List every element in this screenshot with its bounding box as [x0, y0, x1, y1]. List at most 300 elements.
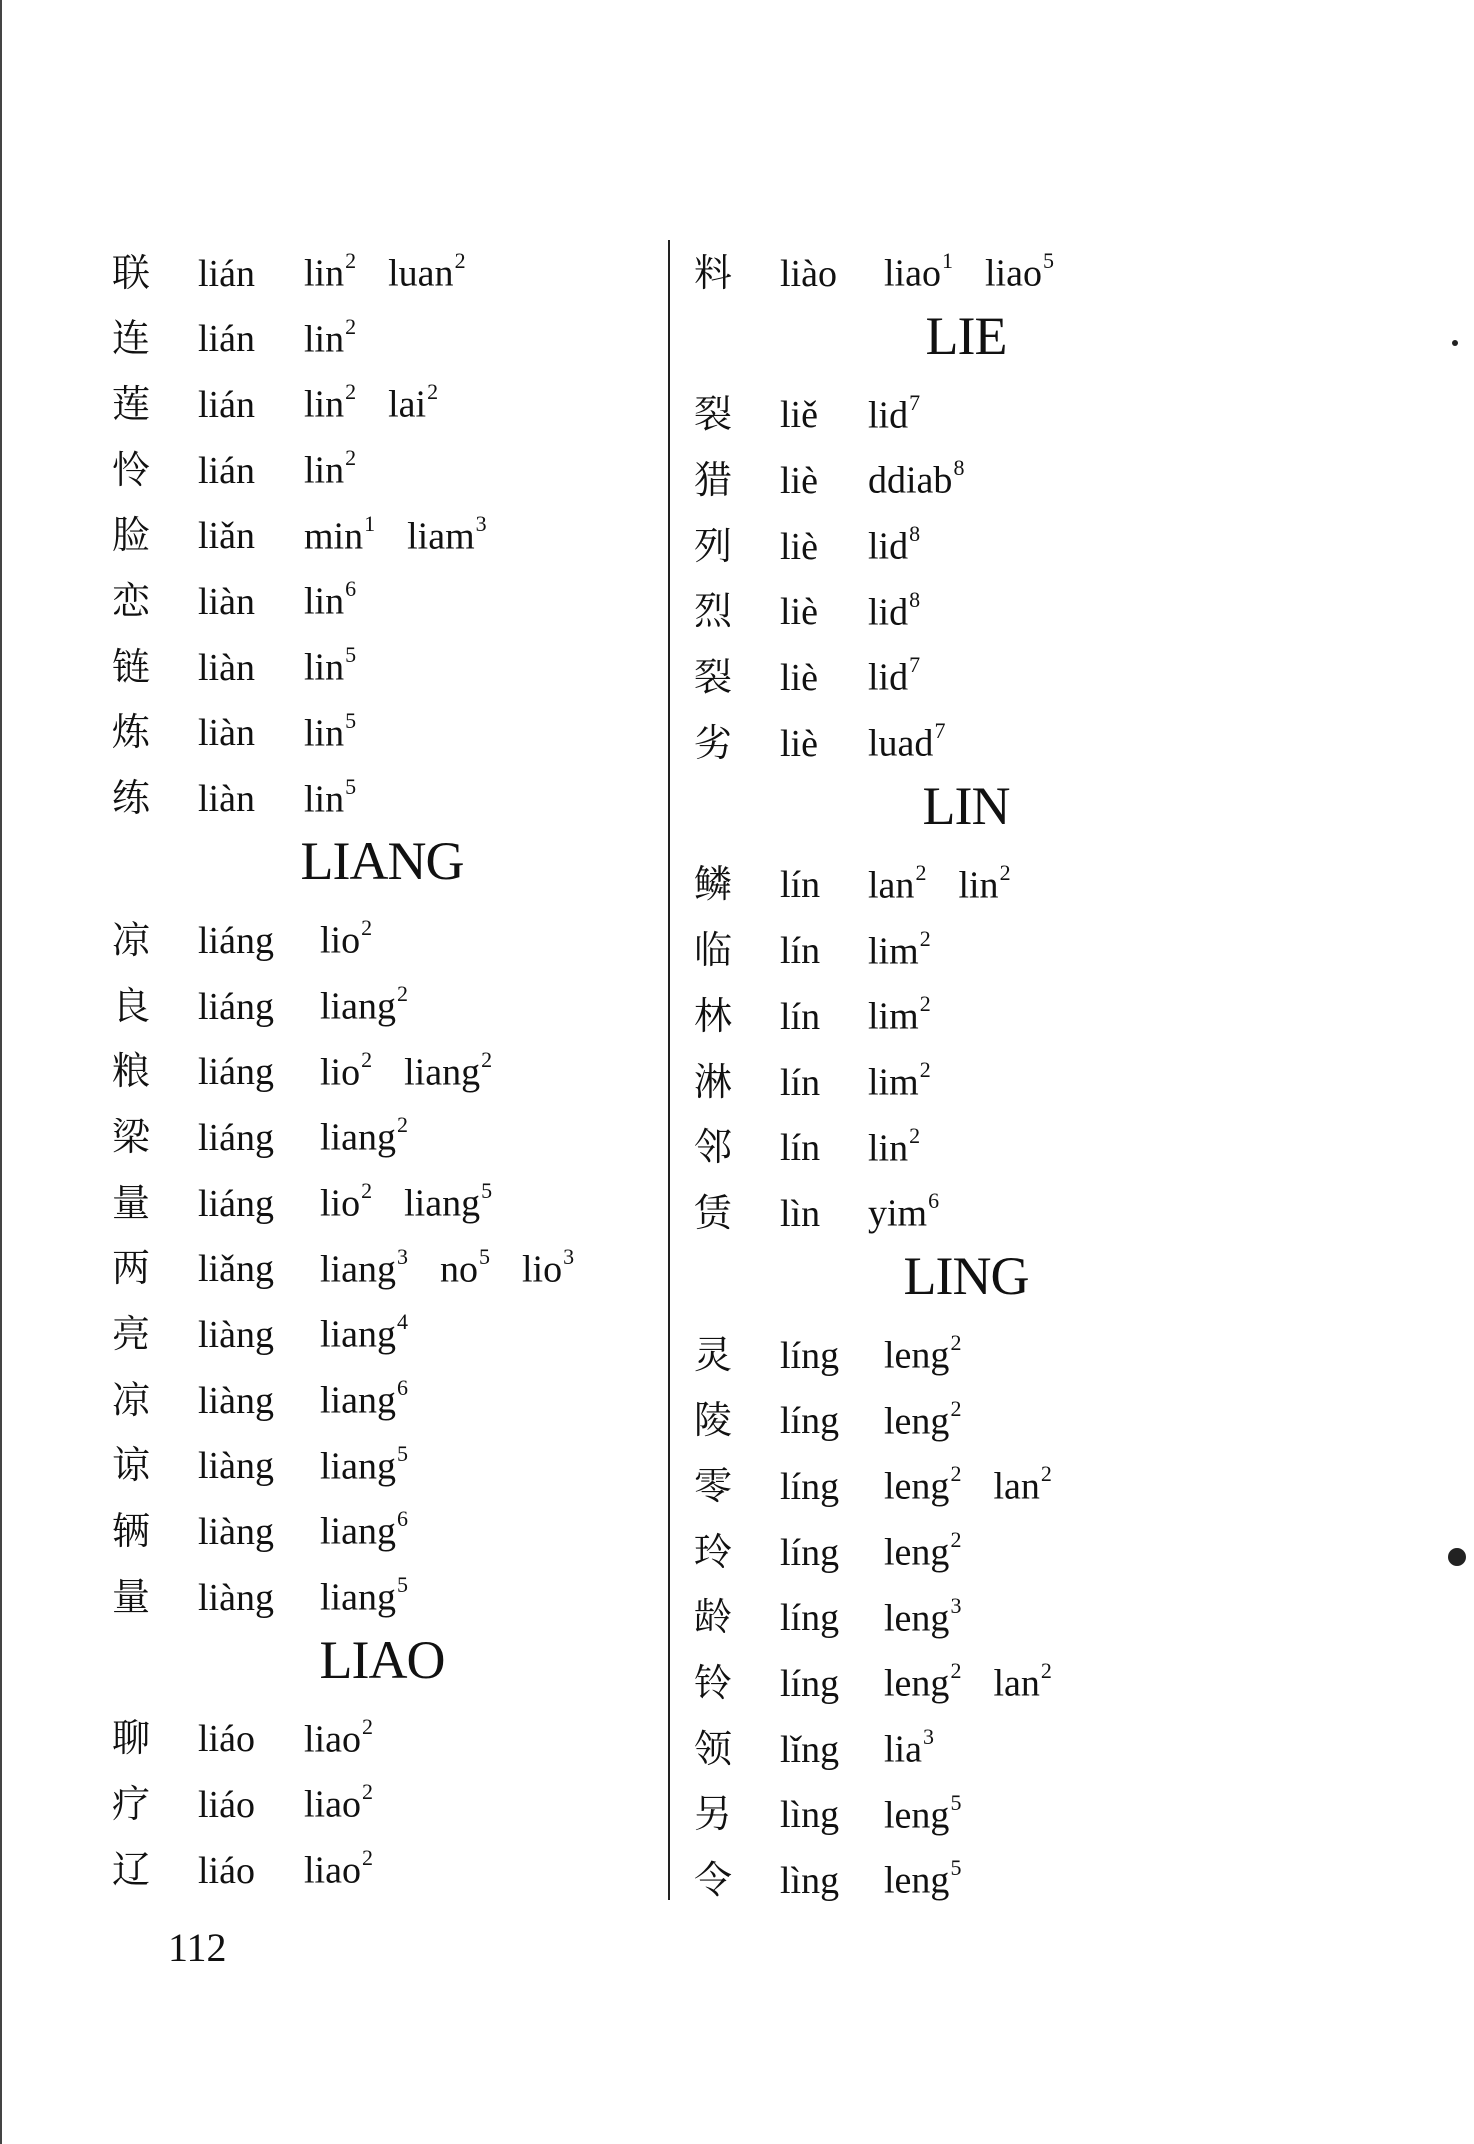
- entry-character: 另: [694, 1792, 733, 1837]
- reading-base: leng: [884, 1860, 950, 1903]
- entry-pinyin: liè: [780, 591, 818, 634]
- dictionary-entry: [694, 1314, 1194, 1380]
- entry-pinyin: liáo: [198, 1849, 255, 1892]
- reading-base: lid: [868, 394, 909, 437]
- dictionary-entry: [112, 1829, 672, 1895]
- scan-speck: [1448, 1548, 1466, 1566]
- dialect-reading: [320, 1359, 408, 1434]
- dialect-reading: [404, 1162, 492, 1237]
- reading-base: lan: [868, 864, 915, 907]
- entry-pinyin: lín: [780, 995, 821, 1038]
- reading-base: lin: [304, 778, 345, 821]
- entry-pinyin: liáo: [198, 1784, 255, 1827]
- reading-tone: 2: [345, 248, 357, 273]
- dictionary-entry: [694, 1041, 1194, 1107]
- entry-pinyin: liàng: [198, 1379, 274, 1422]
- reading-base: lin: [958, 864, 999, 907]
- dictionary-entry: [694, 910, 1194, 976]
- reading-base: leng: [884, 1465, 950, 1508]
- entry-pinyin: lián: [198, 318, 255, 361]
- reading-base: liang: [320, 1116, 396, 1159]
- entry-pinyin: líng: [780, 1597, 840, 1640]
- dialect-reading: [868, 1041, 931, 1116]
- dialect-reading: [304, 232, 356, 307]
- entry-pinyin: lián: [198, 384, 255, 427]
- reading-tone: 2: [950, 1461, 962, 1487]
- entry-pinyin: lìn: [780, 1192, 821, 1235]
- reading-tone: 8: [953, 455, 965, 481]
- reading-base: lia: [884, 1728, 922, 1771]
- entry-readings: [884, 1708, 934, 1783]
- dictionary-entry: [694, 702, 1194, 768]
- entry-character: 谅: [112, 1443, 151, 1488]
- entry-character: 林: [694, 993, 733, 1038]
- reading-tone: 2: [919, 1056, 931, 1082]
- reading-tone: 5: [345, 773, 357, 799]
- reading-tone: 7: [909, 389, 921, 415]
- reading-tone: 1: [364, 510, 376, 536]
- reading-tone: 2: [361, 1779, 373, 1805]
- entry-character: 良: [112, 983, 151, 1028]
- entry-character: 量: [112, 1574, 151, 1619]
- dialect-reading: [304, 495, 375, 570]
- entry-character: 临: [694, 928, 733, 973]
- entry-readings: [304, 692, 356, 767]
- entry-readings: [868, 975, 931, 1050]
- reading-base: liao: [984, 252, 1042, 295]
- entry-pinyin: liàng: [198, 1445, 274, 1488]
- dialect-reading: [320, 899, 372, 974]
- reading-tone: 2: [361, 1845, 373, 1871]
- entry-readings: [884, 1380, 961, 1455]
- section-heading: LIN: [922, 775, 1010, 836]
- dialect-reading: [320, 1556, 408, 1631]
- reading-base: no: [439, 1248, 478, 1291]
- reading-base: liang: [404, 1051, 481, 1094]
- dialect-reading: [884, 1314, 961, 1389]
- entry-character: 怜: [112, 447, 151, 492]
- dialect-reading: [407, 495, 487, 570]
- dictionary-entry: [112, 1425, 672, 1491]
- dialect-reading: [884, 1774, 961, 1849]
- entry-pinyin: liáng: [198, 985, 274, 1028]
- entry-readings: [884, 1577, 961, 1652]
- dictionary-entry: [112, 1162, 672, 1228]
- entry-pinyin: liàn: [198, 581, 255, 624]
- dialect-reading: [320, 1228, 408, 1303]
- reading-tone: 2: [950, 1329, 962, 1355]
- entry-readings: [320, 1425, 408, 1500]
- dictionary-entry: [694, 1107, 1194, 1173]
- reading-base: lid: [868, 591, 909, 634]
- dictionary-entry: [694, 1380, 1194, 1446]
- entry-readings: [320, 1556, 408, 1631]
- dictionary-entry: [694, 636, 1194, 702]
- entry-readings: [304, 298, 356, 373]
- dialect-reading: [993, 1445, 1051, 1520]
- dictionary-entry: [112, 495, 672, 561]
- reading-tone: 5: [950, 1789, 962, 1815]
- reading-tone: 2: [481, 1046, 493, 1072]
- dictionary-entry: [694, 505, 1194, 571]
- reading-tone: 5: [481, 1177, 493, 1203]
- entry-character: 猎: [694, 458, 733, 503]
- dialect-reading: [868, 571, 920, 646]
- dictionary-entry: [112, 1293, 672, 1359]
- entry-pinyin: lìng: [780, 1860, 840, 1903]
- dictionary-entry: [694, 571, 1194, 637]
- dialect-reading: [868, 1107, 920, 1182]
- reading-tone: 2: [919, 925, 931, 951]
- left-column: [112, 232, 672, 1895]
- entry-readings: [320, 1228, 574, 1303]
- entry-readings: [884, 1839, 961, 1914]
- reading-tone: 5: [1042, 248, 1054, 273]
- entry-readings: [304, 626, 356, 701]
- entry-readings: [868, 844, 1011, 919]
- dialect-reading: [868, 702, 945, 777]
- dialect-reading: [304, 560, 356, 635]
- dialect-reading: [304, 1698, 373, 1773]
- dictionary-entry: [112, 1096, 672, 1162]
- section-heading: LIANG: [300, 831, 464, 892]
- dictionary-entry: [112, 965, 672, 1031]
- entry-pinyin: líng: [780, 1531, 840, 1574]
- reading-base: lin: [868, 1127, 909, 1170]
- reading-base: lin: [304, 252, 345, 295]
- dictionary-entry: [694, 1774, 1194, 1840]
- entry-readings: [884, 1511, 961, 1586]
- entry-character: 梁: [112, 1114, 151, 1159]
- entry-pinyin: liè: [780, 460, 818, 503]
- dialect-reading: [320, 1490, 408, 1565]
- dialect-reading: [320, 1425, 408, 1500]
- reading-tone: 3: [950, 1592, 962, 1618]
- dictionary-entry: [694, 1708, 1194, 1774]
- reading-tone: 2: [361, 915, 373, 941]
- reading-tone: 2: [345, 445, 357, 471]
- entry-pinyin: liè: [780, 657, 818, 700]
- reading-tone: 6: [396, 1375, 408, 1400]
- reading-base: liao: [304, 1849, 361, 1892]
- entry-pinyin: lìng: [780, 1794, 840, 1837]
- entry-pinyin: lín: [780, 1061, 821, 1104]
- entry-pinyin: liáng: [198, 1051, 274, 1094]
- dialect-reading: [320, 1031, 372, 1106]
- reading-tone: 6: [396, 1506, 408, 1532]
- reading-tone: 2: [427, 379, 439, 405]
- dialect-reading: [320, 1096, 408, 1171]
- dialect-reading: [304, 298, 356, 373]
- entry-character: 链: [112, 644, 151, 689]
- entry-pinyin: lián: [198, 252, 255, 295]
- entry-pinyin: liàn: [198, 778, 255, 821]
- dictionary-entry: [112, 1698, 672, 1764]
- reading-tone: 2: [999, 859, 1011, 885]
- entry-readings: [304, 363, 438, 438]
- reading-base: lim: [868, 930, 919, 973]
- entry-pinyin: liào: [780, 252, 837, 295]
- dialect-reading: [868, 844, 926, 919]
- reading-base: liao: [304, 1784, 361, 1827]
- dictionary-entry: [694, 1172, 1194, 1238]
- dialect-reading: [868, 636, 920, 711]
- entry-character: 凉: [112, 917, 151, 962]
- entry-pinyin: liáo: [198, 1718, 255, 1761]
- dictionary-entry: [694, 1642, 1194, 1708]
- reading-tone: 2: [915, 859, 927, 885]
- entry-character: 烈: [694, 589, 733, 634]
- dialect-reading: [993, 1642, 1051, 1717]
- reading-tone: 3: [396, 1243, 408, 1269]
- entry-readings: [320, 1096, 408, 1171]
- reading-tone: 1: [941, 248, 953, 273]
- entry-readings: [884, 1314, 961, 1389]
- entry-character: 亮: [112, 1311, 151, 1356]
- reading-tone: 5: [396, 1440, 408, 1466]
- reading-base: lin: [304, 581, 345, 624]
- reading-base: lim: [868, 995, 919, 1038]
- dialect-reading: [404, 1031, 492, 1106]
- right-column: [694, 232, 1194, 1905]
- entry-character: 陵: [694, 1398, 733, 1443]
- entry-character: 劣: [694, 720, 733, 765]
- dialect-reading: [388, 363, 438, 438]
- dialect-reading: [388, 232, 465, 307]
- entry-pinyin: líng: [780, 1400, 840, 1443]
- entry-readings: [868, 702, 945, 777]
- dialect-reading: [884, 1380, 961, 1455]
- entry-character: 裂: [694, 392, 733, 437]
- section-heading: LIAO: [319, 1629, 445, 1690]
- entry-character: 令: [694, 1858, 733, 1903]
- entry-readings: [320, 1162, 492, 1237]
- entry-pinyin: liǎn: [198, 515, 255, 558]
- reading-base: lin: [304, 449, 345, 492]
- dialect-reading: [884, 1642, 961, 1717]
- dialect-reading: [868, 505, 920, 580]
- entry-character: 量: [112, 1180, 151, 1225]
- dictionary-entry: [694, 1511, 1194, 1577]
- entry-character: 莲: [112, 382, 151, 427]
- entry-character: 疗: [112, 1782, 151, 1827]
- reading-tone: 3: [922, 1724, 934, 1750]
- entry-character: 凉: [112, 1377, 151, 1422]
- entry-readings: [304, 429, 356, 504]
- reading-base: leng: [884, 1334, 950, 1377]
- entry-character: 裂: [694, 655, 733, 700]
- dialect-reading: [958, 844, 1010, 919]
- entry-readings: [304, 232, 466, 307]
- entry-readings: [868, 1172, 939, 1247]
- scan-speck: [1452, 340, 1458, 346]
- reading-base: lin: [304, 318, 345, 361]
- entry-readings: [868, 1107, 920, 1182]
- reading-base: luan: [388, 252, 454, 295]
- entry-readings: [320, 965, 408, 1040]
- reading-tone: 6: [928, 1188, 940, 1214]
- entry-character: 领: [694, 1726, 733, 1771]
- dialect-reading: [320, 965, 408, 1040]
- reading-base: min: [304, 515, 364, 558]
- dialect-reading: [884, 1511, 961, 1586]
- reading-tone: 8: [909, 586, 921, 612]
- dictionary-entry: [112, 1490, 672, 1556]
- dialect-reading: [884, 1577, 961, 1652]
- entry-character: 练: [112, 776, 151, 821]
- entry-readings: [304, 560, 356, 635]
- dictionary-entry: [694, 439, 1194, 505]
- entry-character: 两: [112, 1246, 151, 1291]
- dictionary-entry: [112, 1359, 672, 1425]
- reading-tone: 2: [454, 248, 466, 273]
- entry-readings: [320, 899, 372, 974]
- reading-tone: 5: [396, 1572, 408, 1598]
- reading-base: lid: [868, 525, 909, 568]
- dictionary-entry: [112, 1763, 672, 1829]
- entry-character: 连: [112, 316, 151, 361]
- entry-pinyin: liè: [780, 525, 818, 568]
- reading-base: lan: [993, 1465, 1040, 1508]
- dialect-reading: [320, 1293, 408, 1368]
- reading-tone: 8: [909, 521, 921, 547]
- entry-pinyin: liáng: [198, 1182, 274, 1225]
- entry-readings: [868, 439, 964, 514]
- dialect-reading: [884, 232, 953, 307]
- dialect-reading: [320, 1162, 372, 1237]
- entry-pinyin: lián: [198, 449, 255, 492]
- dictionary-entry: [694, 374, 1194, 440]
- reading-base: liang: [320, 1576, 396, 1619]
- entry-pinyin: liàng: [198, 1576, 274, 1619]
- entry-pinyin: liàng: [198, 1313, 274, 1356]
- dialect-reading: [304, 429, 356, 504]
- dialect-reading: [304, 1763, 373, 1838]
- reading-base: lin: [304, 646, 345, 689]
- entry-character: 零: [694, 1463, 733, 1508]
- entry-character: 灵: [694, 1332, 733, 1377]
- dictionary-entry: [112, 1556, 672, 1622]
- dialect-reading: [884, 1839, 961, 1914]
- entry-readings: [304, 495, 487, 570]
- reading-base: liao: [304, 1718, 361, 1761]
- entry-pinyin: lín: [780, 864, 821, 907]
- entry-readings: [304, 758, 356, 833]
- reading-base: luad: [868, 722, 934, 765]
- dialect-reading: [522, 1228, 574, 1303]
- entry-pinyin: liàn: [198, 712, 255, 755]
- dialect-reading: [304, 363, 356, 438]
- reading-tone: 2: [1040, 1658, 1052, 1684]
- entry-pinyin: liáng: [198, 1116, 274, 1159]
- dialect-reading: [304, 692, 356, 767]
- entry-pinyin: lín: [780, 930, 821, 973]
- reading-tone: 5: [950, 1855, 962, 1881]
- dictionary-entry: [112, 692, 672, 758]
- entry-character: 料: [694, 250, 733, 295]
- entry-pinyin: lǐng: [780, 1728, 840, 1771]
- entry-readings: [868, 910, 931, 985]
- entry-readings: [304, 1698, 373, 1773]
- reading-base: leng: [884, 1597, 950, 1640]
- entry-character: 淋: [694, 1059, 733, 1104]
- reading-tone: 2: [950, 1395, 962, 1421]
- reading-tone: 2: [361, 1713, 373, 1739]
- entry-pinyin: liàn: [198, 646, 255, 689]
- dictionary-entry: [694, 232, 1194, 298]
- entry-readings: [868, 636, 920, 711]
- entry-character: 恋: [112, 579, 151, 624]
- reading-base: lio: [320, 1051, 361, 1094]
- entry-pinyin: liáng: [198, 919, 274, 962]
- entry-readings: [320, 1031, 492, 1106]
- reading-base: liang: [320, 1379, 396, 1422]
- section-heading: LIE: [925, 305, 1007, 366]
- entry-readings: [304, 1763, 373, 1838]
- reading-tone: 2: [361, 1177, 373, 1203]
- dialect-reading: [868, 374, 920, 449]
- reading-tone: 2: [950, 1527, 962, 1552]
- column-divider: [668, 240, 670, 1900]
- dialect-reading: [868, 439, 964, 514]
- dictionary-entry: [112, 363, 672, 429]
- dialect-reading: [440, 1228, 490, 1303]
- entry-readings: [868, 374, 920, 449]
- dictionary-entry: [694, 1577, 1194, 1643]
- dictionary-entry: [112, 1031, 672, 1097]
- entry-readings: [868, 1041, 931, 1116]
- dialect-reading: [304, 626, 356, 701]
- reading-base: leng: [884, 1794, 950, 1837]
- entry-character: 铃: [694, 1661, 733, 1706]
- reading-base: lid: [868, 657, 909, 700]
- entry-character: 玲: [694, 1529, 733, 1574]
- reading-tone: 2: [361, 1046, 373, 1072]
- entry-character: 脸: [112, 513, 151, 558]
- entry-pinyin: lín: [780, 1127, 821, 1170]
- reading-tone: 6: [345, 576, 357, 602]
- reading-tone: 3: [563, 1243, 575, 1269]
- reading-tone: 5: [478, 1243, 490, 1269]
- entry-pinyin: líng: [780, 1465, 840, 1508]
- entry-pinyin: liè: [780, 722, 818, 765]
- reading-tone: 4: [396, 1309, 408, 1335]
- reading-base: liang: [404, 1182, 481, 1225]
- reading-tone: 2: [345, 313, 357, 339]
- reading-base: lio: [521, 1248, 563, 1291]
- dictionary-entry: [694, 1445, 1194, 1511]
- reading-tone: 5: [345, 642, 357, 668]
- reading-tone: 2: [396, 1112, 408, 1138]
- reading-base: leng: [884, 1400, 950, 1443]
- entry-pinyin: líng: [780, 1334, 840, 1377]
- reading-base: liang: [320, 985, 396, 1028]
- entry-readings: [320, 1293, 408, 1368]
- page-number: 112: [168, 1925, 227, 1970]
- reading-base: lin: [304, 712, 345, 755]
- entry-character: 龄: [694, 1595, 733, 1640]
- page-edge: [0, 0, 2, 2144]
- reading-base: lai: [388, 384, 427, 427]
- entry-readings: [304, 1829, 373, 1904]
- entry-pinyin: liàng: [198, 1511, 274, 1554]
- reading-base: liang: [320, 1445, 396, 1488]
- dialect-reading: [884, 1445, 961, 1520]
- entry-pinyin: liě: [780, 394, 818, 437]
- reading-base: liang: [320, 1511, 396, 1554]
- entry-readings: [320, 1490, 408, 1565]
- dictionary-entry: [112, 232, 672, 298]
